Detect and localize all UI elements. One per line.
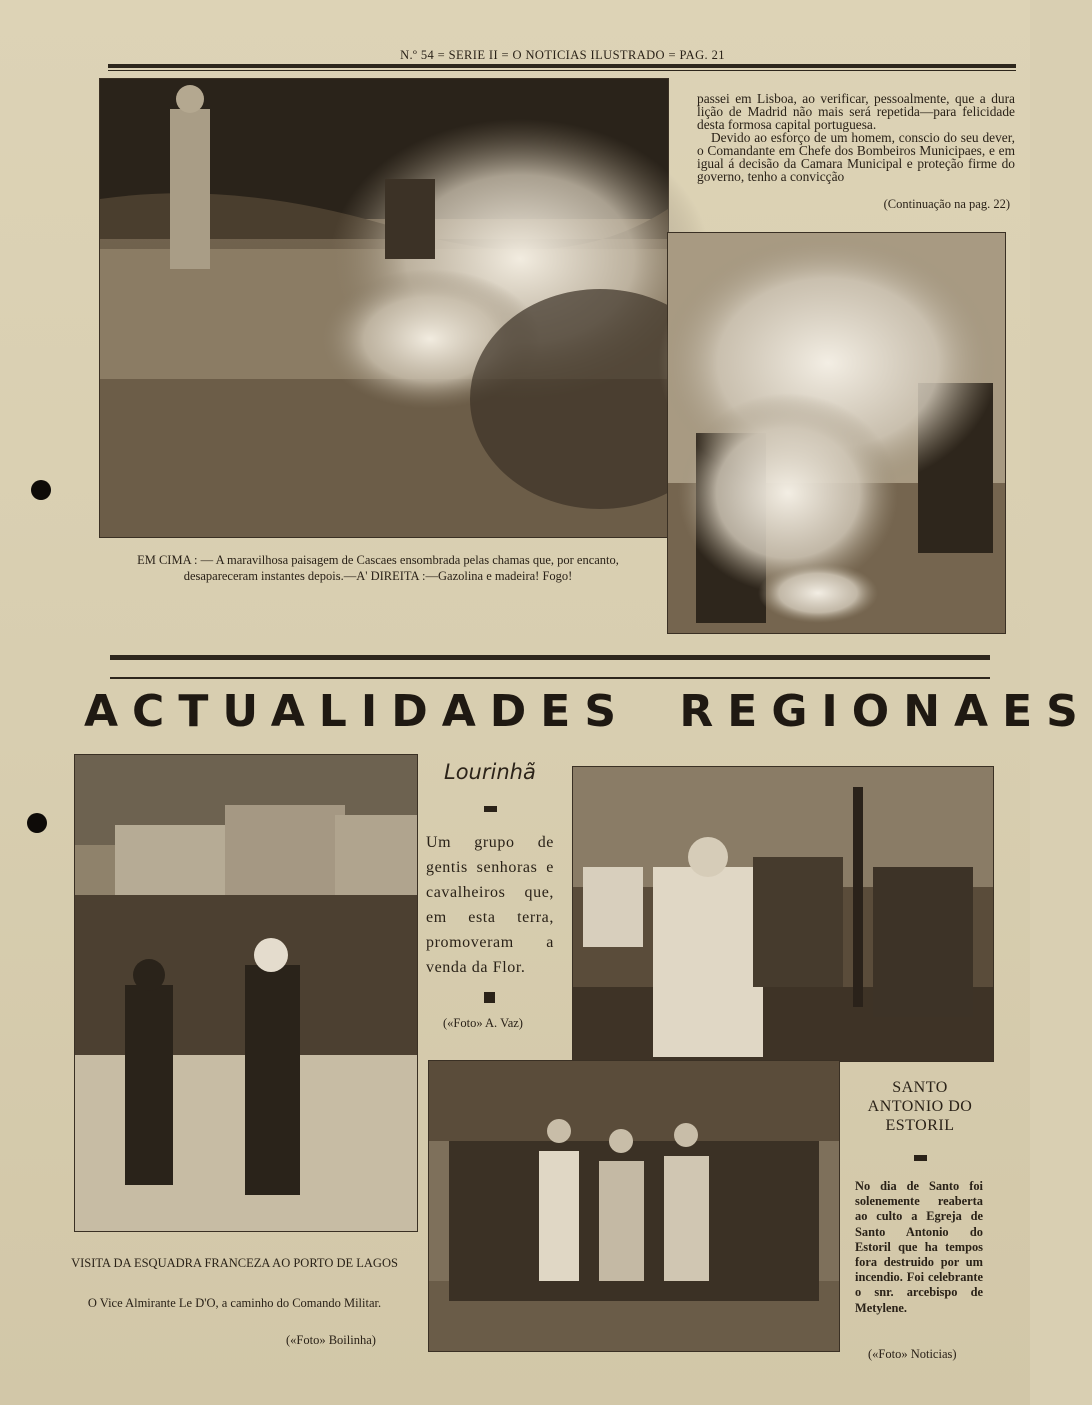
lagos-title: VISITA DA ESQUADRA FRANCEZA AO PORTO DE LAGOS bbox=[71, 1256, 398, 1270]
separator-mark bbox=[484, 806, 497, 812]
banner-rule-top-thin bbox=[110, 677, 990, 679]
estoril-photo-credit: («Foto» Noticias) bbox=[868, 1347, 957, 1361]
banner-word-actualidades: ACTUALIDADES bbox=[84, 686, 631, 737]
section-banner bbox=[84, 686, 1092, 748]
estoril-group-photo bbox=[428, 1060, 840, 1352]
estoril-title: SANTO ANTONIO DO ESTORIL bbox=[867, 1079, 973, 1134]
lagos-parade-photo bbox=[74, 754, 418, 1232]
banner-rule-top bbox=[110, 655, 990, 660]
banner-word-regionaes: REGIONAES bbox=[679, 686, 1092, 737]
clergy-ceremony-photo bbox=[572, 766, 994, 1062]
estoril-text: No dia de Santo foi solenemente reaberta ao culto a Egreja de Santo Antonio do Estoril que ha tempos fora destruido por um incendio. Foi celebrante o snr. arcebispo de Metylene. bbox=[855, 1179, 983, 1315]
lagos-photo-credit: («Foto» Boilinha) bbox=[286, 1333, 376, 1347]
separator-mark bbox=[484, 992, 495, 1003]
page-header: N.º 54 = SERIE II = O NOTICIAS ILUSTRADO = PAG. 21 bbox=[400, 48, 725, 62]
header-rule bbox=[108, 64, 1016, 68]
article-paragraph: passei em Lisboa, ao verificar, pessoalmente, que a dura lição de Madrid não mais será repetida—para felicidade desta formosa capital portuguesa. bbox=[697, 91, 1015, 132]
lourinha-photo-credit: («Foto» A. Vaz) bbox=[443, 1016, 523, 1030]
punch-hole-bottom bbox=[27, 813, 47, 833]
header-rule-thin bbox=[108, 70, 1016, 71]
punch-hole-top bbox=[31, 480, 51, 500]
gasoline-wood-photo bbox=[667, 232, 1006, 634]
lourinha-text: Um grupo de gentis senhoras e cavalheiros que, em esta terra, promoveram a venda da Flor. bbox=[426, 834, 554, 976]
article-paragraph: Devido ao esforço de um homem, conscio do seu dever, o Comandante em Chefe dos Bombeiros Municipaes, e em igual á decisão da Camara Municipal e proteção firme do governo, tenho a convicção bbox=[697, 130, 1015, 184]
lagos-caption: O Vice Almirante Le D'O, a caminho do Comando Militar. bbox=[87, 1296, 382, 1310]
article-text bbox=[697, 92, 1015, 183]
separator-mark bbox=[914, 1155, 927, 1161]
top-photos-caption: EM CIMA : — A maravilhosa paisagem de Cascaes ensombrada pelas chamas que, por encanto, desapareceram instantes depois.—A' DIREITA :—Gazolina e madeira! Fogo! bbox=[137, 553, 619, 583]
continuation-note: (Continuação na pag. 22) bbox=[883, 197, 1010, 211]
cascaes-fire-photo bbox=[99, 78, 669, 538]
lourinha-title: Lourinhã bbox=[444, 760, 536, 784]
